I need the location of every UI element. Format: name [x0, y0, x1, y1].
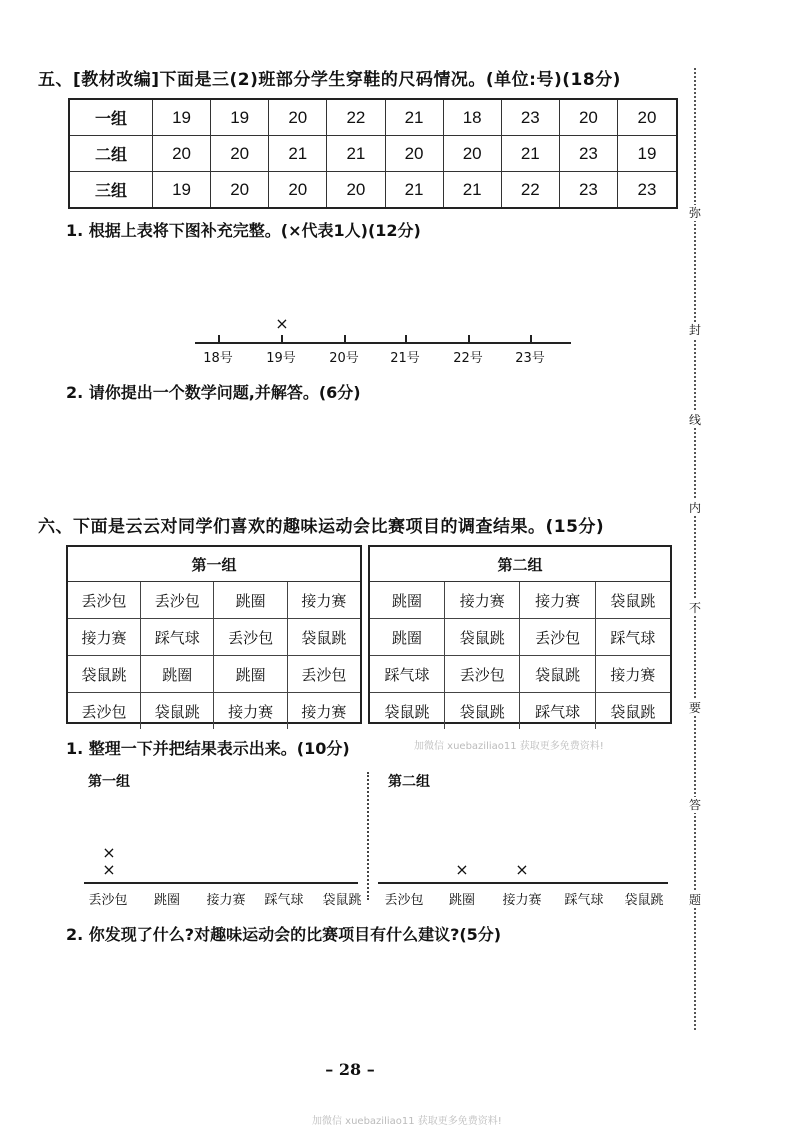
table-cell: 20	[269, 172, 327, 209]
table-cell: 18	[443, 99, 501, 136]
binding-char: 弥	[684, 205, 706, 221]
axis-label: 丢沙包	[88, 893, 128, 908]
table-row	[68, 693, 360, 730]
table-cell: 21	[501, 136, 559, 172]
axis-label: 踩气球	[264, 893, 304, 908]
table-cell: 接力赛	[287, 693, 360, 730]
axis-label: 跳圈	[448, 893, 476, 908]
group1-table	[66, 545, 362, 724]
group2-title: 第二组	[370, 547, 670, 582]
binding-char: 要	[684, 700, 706, 716]
axis-label: 20号	[329, 351, 359, 366]
table-row	[69, 99, 677, 136]
table-cell: 20	[443, 136, 501, 172]
table-cell: 踩气球	[595, 619, 670, 656]
axis-label: 22号	[453, 351, 483, 366]
binding-char: 线	[684, 412, 706, 428]
q5-sub2: 2. 请你提出一个数学问题,并解答。(6分)	[66, 383, 361, 402]
page-number: – 28 –	[325, 1060, 375, 1079]
table-cell: 接力赛	[214, 693, 287, 730]
q6-title: 六、下面是云云对同学们喜欢的趣味运动会比赛项目的调查结果。(15分)	[38, 517, 605, 537]
x-mark: ×	[515, 860, 529, 879]
table-cell: 20	[327, 172, 385, 209]
table-cell: 跳圈	[370, 619, 445, 656]
binding-char: 答	[684, 797, 706, 813]
table-cell: 23	[559, 172, 617, 209]
table-cell: 20	[153, 136, 211, 172]
axis-label: 21号	[390, 351, 420, 366]
table-cell: 19	[153, 99, 211, 136]
axis-tick	[281, 335, 283, 343]
axis-label: 19号	[266, 351, 296, 366]
table-cell: 丢沙包	[68, 582, 141, 619]
table-cell: 接力赛	[520, 582, 595, 619]
table-cell: 22	[327, 99, 385, 136]
axis-label: 接力赛	[502, 893, 542, 908]
table-cell: 20	[211, 136, 269, 172]
group2-table	[368, 545, 672, 724]
axis-label: 23号	[515, 351, 545, 366]
table-cell: 接力赛	[445, 582, 520, 619]
table-cell: 踩气球	[370, 656, 445, 693]
table-row	[370, 656, 670, 693]
table-cell: 21	[327, 136, 385, 172]
table-cell: 接力赛	[287, 582, 360, 619]
table-cell: 22	[501, 172, 559, 209]
binding-char: 封	[684, 322, 706, 338]
table-cell: 丢沙包	[68, 693, 141, 730]
table-row	[370, 582, 670, 619]
table-cell: 19	[153, 172, 211, 209]
table-cell: 丢沙包	[214, 619, 287, 656]
table-cell: 袋鼠跳	[370, 693, 445, 730]
table-row	[69, 136, 677, 172]
table-cell: 接力赛	[68, 619, 141, 656]
axis-label: 踩气球	[564, 893, 604, 908]
table-cell: 袋鼠跳	[445, 693, 520, 730]
axis-label: 跳圈	[153, 893, 181, 908]
q6-sub1: 1. 整理一下并把结果表示出来。(10分)	[66, 739, 350, 758]
table-cell: 丢沙包	[141, 582, 214, 619]
table-cell: 20	[211, 172, 269, 209]
table-cell: 袋鼠跳	[287, 619, 360, 656]
x-mark: ×	[455, 860, 469, 879]
chart1-label: 第一组	[88, 774, 130, 790]
axis-tick	[468, 335, 470, 343]
table-row	[68, 619, 360, 656]
x-mark: ×	[275, 314, 289, 333]
table-cell: 21	[269, 136, 327, 172]
watermark-mid: 加微信 xuebaziliao11 获取更多免费资料!	[414, 741, 604, 752]
table-cell: 丢沙包	[445, 656, 520, 693]
table-cell: 21	[443, 172, 501, 209]
table-cell: 23	[501, 99, 559, 136]
axis-tick	[530, 335, 532, 343]
row-header: 三组	[69, 172, 153, 209]
table-row	[68, 656, 360, 693]
row-header: 二组	[69, 136, 153, 172]
table-cell: 丢沙包	[520, 619, 595, 656]
axis-label: 18号	[203, 351, 233, 366]
q5-title: 五、[教材改编]下面是三(2)班部分学生穿鞋的尺码情况。(单位:号)(18分)	[38, 70, 621, 90]
table-cell: 袋鼠跳	[595, 582, 670, 619]
axis-tick	[405, 335, 407, 343]
table-row	[370, 693, 670, 730]
table-cell: 跳圈	[370, 582, 445, 619]
table-cell: 踩气球	[520, 693, 595, 730]
table-row	[68, 582, 360, 619]
axis-line	[195, 342, 571, 344]
table-cell: 踩气球	[141, 619, 214, 656]
axis-label: 袋鼠跳	[624, 893, 664, 908]
axis-label: 接力赛	[206, 893, 246, 908]
axis-label: 袋鼠跳	[322, 893, 362, 908]
table-cell: 跳圈	[141, 656, 214, 693]
binding-char: 内	[684, 500, 706, 516]
binding-char: 题	[684, 892, 706, 908]
x-mark: ×	[102, 843, 116, 862]
table-cell: 袋鼠跳	[520, 656, 595, 693]
axis-label: 丢沙包	[384, 893, 424, 908]
q5-sub1: 1. 根据上表将下图补充完整。(×代表1人)(12分)	[66, 221, 421, 240]
table-cell: 接力赛	[595, 656, 670, 693]
group1-title: 第一组	[68, 547, 360, 582]
table-cell: 21	[385, 172, 443, 209]
watermark-bottom: 加微信 xuebaziliao11 获取更多免费资料!	[312, 1116, 502, 1127]
table-cell: 跳圈	[214, 582, 287, 619]
chart2-label: 第二组	[388, 774, 430, 790]
table-row	[370, 619, 670, 656]
table-cell: 袋鼠跳	[595, 693, 670, 730]
table-cell: 袋鼠跳	[141, 693, 214, 730]
table-cell: 丢沙包	[287, 656, 360, 693]
table-cell: 23	[559, 136, 617, 172]
table-cell: 19	[618, 136, 678, 172]
q6-sub2: 2. 你发现了什么?对趣味运动会的比赛项目有什么建议?(5分)	[66, 925, 502, 944]
table-cell: 20	[559, 99, 617, 136]
x-mark: ×	[102, 860, 116, 879]
axis-tick	[344, 335, 346, 343]
table-row	[69, 172, 677, 209]
table-cell: 20	[618, 99, 678, 136]
table-cell: 跳圈	[214, 656, 287, 693]
axis-tick	[218, 335, 220, 343]
table-cell: 20	[385, 136, 443, 172]
table-cell: 21	[385, 99, 443, 136]
axis-line	[378, 882, 668, 884]
axis-line	[84, 882, 358, 884]
shoe-size-table	[68, 98, 678, 209]
row-header: 一组	[69, 99, 153, 136]
table-cell: 袋鼠跳	[68, 656, 141, 693]
table-cell: 20	[269, 99, 327, 136]
binding-char: 不	[684, 600, 706, 616]
table-cell: 袋鼠跳	[445, 619, 520, 656]
table-cell: 19	[211, 99, 269, 136]
table-cell: 23	[618, 172, 678, 209]
chart-divider	[367, 772, 369, 900]
